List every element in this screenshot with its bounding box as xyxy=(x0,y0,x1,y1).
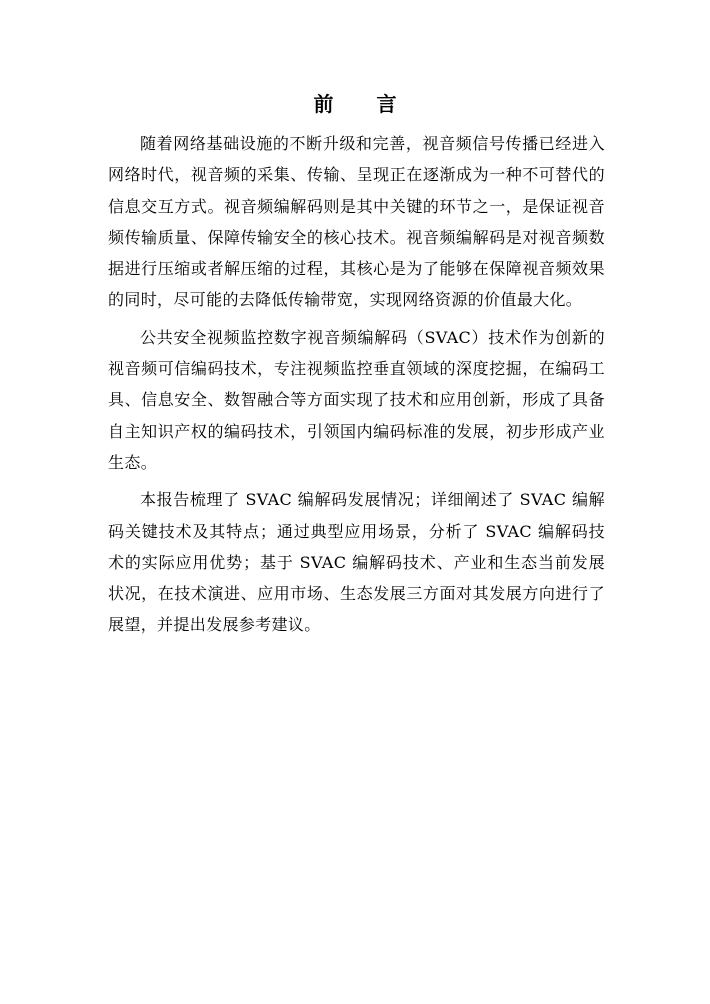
paragraph-1: 随着网络基础设施的不断升级和完善，视音频信号传播已经进入网络时代，视音频的采集、传输、呈现正在逐渐成为一种不可替代的信息交互方式。视音频编解码则是其中关键的环节之一，是保证视音频传输质量、保障传输安全的核心技术。视音频编解码是对视音频数据进行压缩或者解压缩的过程，其核心是为了能够在保障视音频效果的同时，尽可能的去降低传输带宽，实现网络资源的价值最大化。 xyxy=(108,134,605,310)
document-body xyxy=(108,128,605,641)
paragraph-2: 公共安全视频监控数字视音频编解码（SVAC）技术作为创新的视音频可信编码技术，专注视频监控垂直领域的深度挖掘，在编码工具、信息安全、数智融合等方面实现了技术和应用创新，形成了具备自主知识产权的编码技术，引领国内编码标准的发展，初步形成产业生态。 xyxy=(108,327,605,472)
page-title: 前 言 xyxy=(313,92,415,116)
paragraph-3: 本报告梳理了 SVAC 编解码发展情况；详细阐述了 SVAC 编解码关键技术及其特点；通过典型应用场景，分析了 SVAC 编解码技术的实际应用优势；基于 SVAC 编解码技术、产业和生态当前发展状况，在技术演进、应用市场、生态发展三方面对其发展方向进行了展望，并提出发展参考建议。 xyxy=(108,490,605,635)
